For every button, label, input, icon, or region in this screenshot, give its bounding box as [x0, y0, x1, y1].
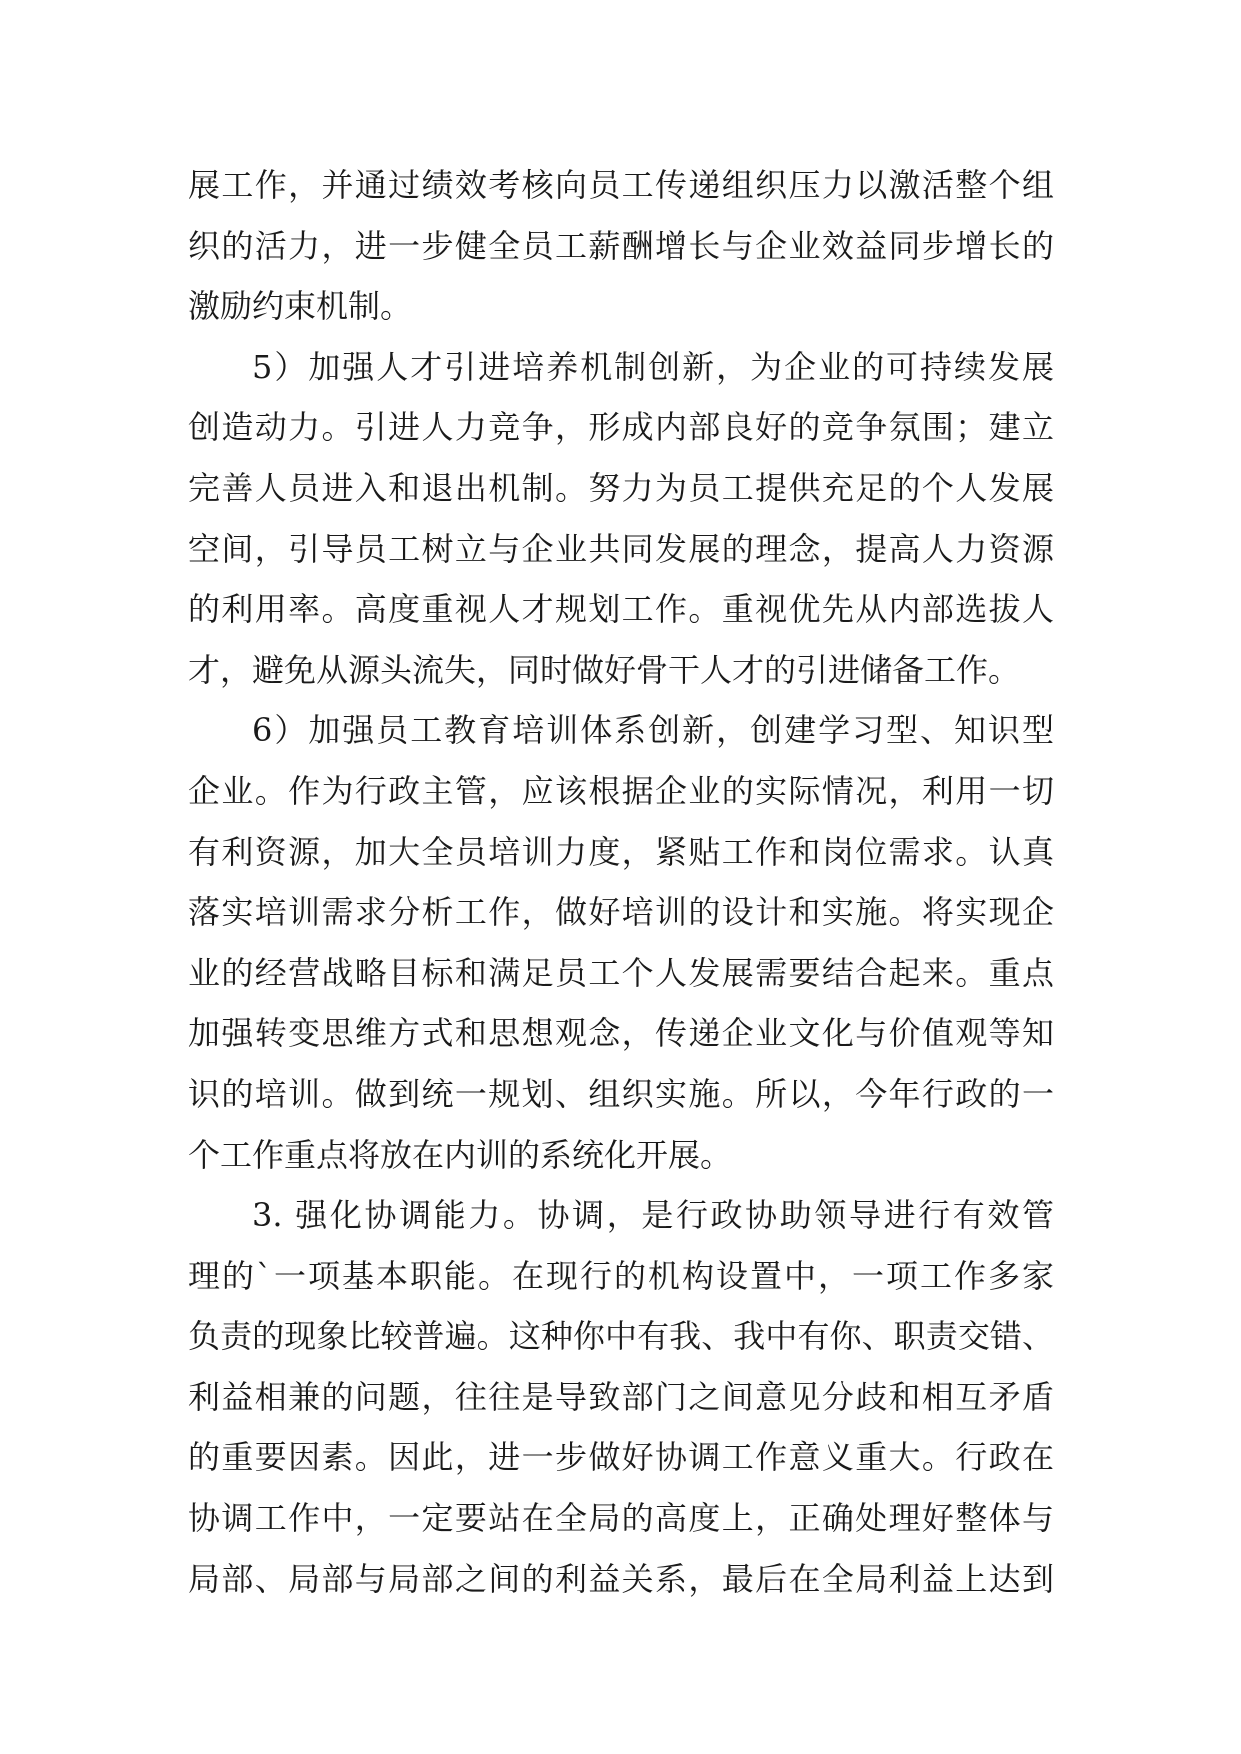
text-line: 业的经营战略目标和满足员工个人发展需要结合起来。重点: [188, 953, 1054, 992]
text-line: 落实培训需求分析工作，做好培训的设计和实施。将实现企: [188, 893, 1054, 932]
text-line: 创造动力。引进人力竞争，形成内部良好的竞争氛围；建立: [188, 408, 1054, 447]
paragraph-start-line: 6）加强员工教育培训体系创新，创建学习型、知识型: [252, 711, 1054, 750]
text-line: 激励约束机制。: [188, 287, 413, 326]
text-line: 利益相兼的问题，往往是导致部门之间意见分歧和相互矛盾: [188, 1377, 1054, 1416]
text-line: 加强转变思维方式和思想观念，传递企业文化与价值观等知: [188, 1014, 1054, 1053]
text-line: 的重要因素。因此，进一步做好协调工作意义重大。行政在: [188, 1438, 1054, 1477]
text-line: 展工作，并通过绩效考核向员工传递组织压力以激活整个组: [188, 166, 1054, 204]
text-line: 个工作重点将放在内训的系统化开展。: [188, 1135, 733, 1174]
text-line: 空间，引导员工树立与企业共同发展的理念，提高人力资源: [188, 529, 1054, 568]
text-line: 织的活力，进一步健全员工薪酬增长与企业效益同步增长的: [188, 226, 1054, 265]
text-line: 的利用率。高度重视人才规划工作。重视优先从内部选拔人: [188, 590, 1054, 629]
text-line: 理的`一项基本职能。在现行的机构设置中，一项工作多家: [188, 1256, 1054, 1295]
text-line: 识的培训。做到统一规划、组织实施。所以，今年行政的一: [188, 1074, 1054, 1113]
text-line: 完善人员进入和退出机制。努力为员工提供充足的个人发展: [188, 468, 1054, 507]
text-line: 有利资源，加大全员培训力度，紧贴工作和岗位需求。认真: [188, 832, 1054, 871]
text-line: 企业。作为行政主管，应该根据企业的实际情况，利用一切: [188, 771, 1054, 810]
text-line: 局部、局部与局部之间的利益关系，最后在全局利益上达到: [188, 1559, 1054, 1598]
paragraph-start-line: 5）加强人才引进培养机制创新，为企业的可持续发展: [252, 347, 1054, 386]
text-line: 协调工作中，一定要站在全局的高度上，正确处理好整体与: [188, 1499, 1054, 1538]
text-line: 负责的现象比较普遍。这种你中有我、我中有你、职责交错、: [188, 1317, 1054, 1356]
body-text: [188, 155, 1054, 1609]
paragraph-start-line: 3. 强化协调能力。协调，是行政协助领导进行有效管: [252, 1196, 1054, 1235]
text-line: 才，避免从源头流失，同时做好骨干人才的引进储备工作。: [188, 650, 1021, 689]
